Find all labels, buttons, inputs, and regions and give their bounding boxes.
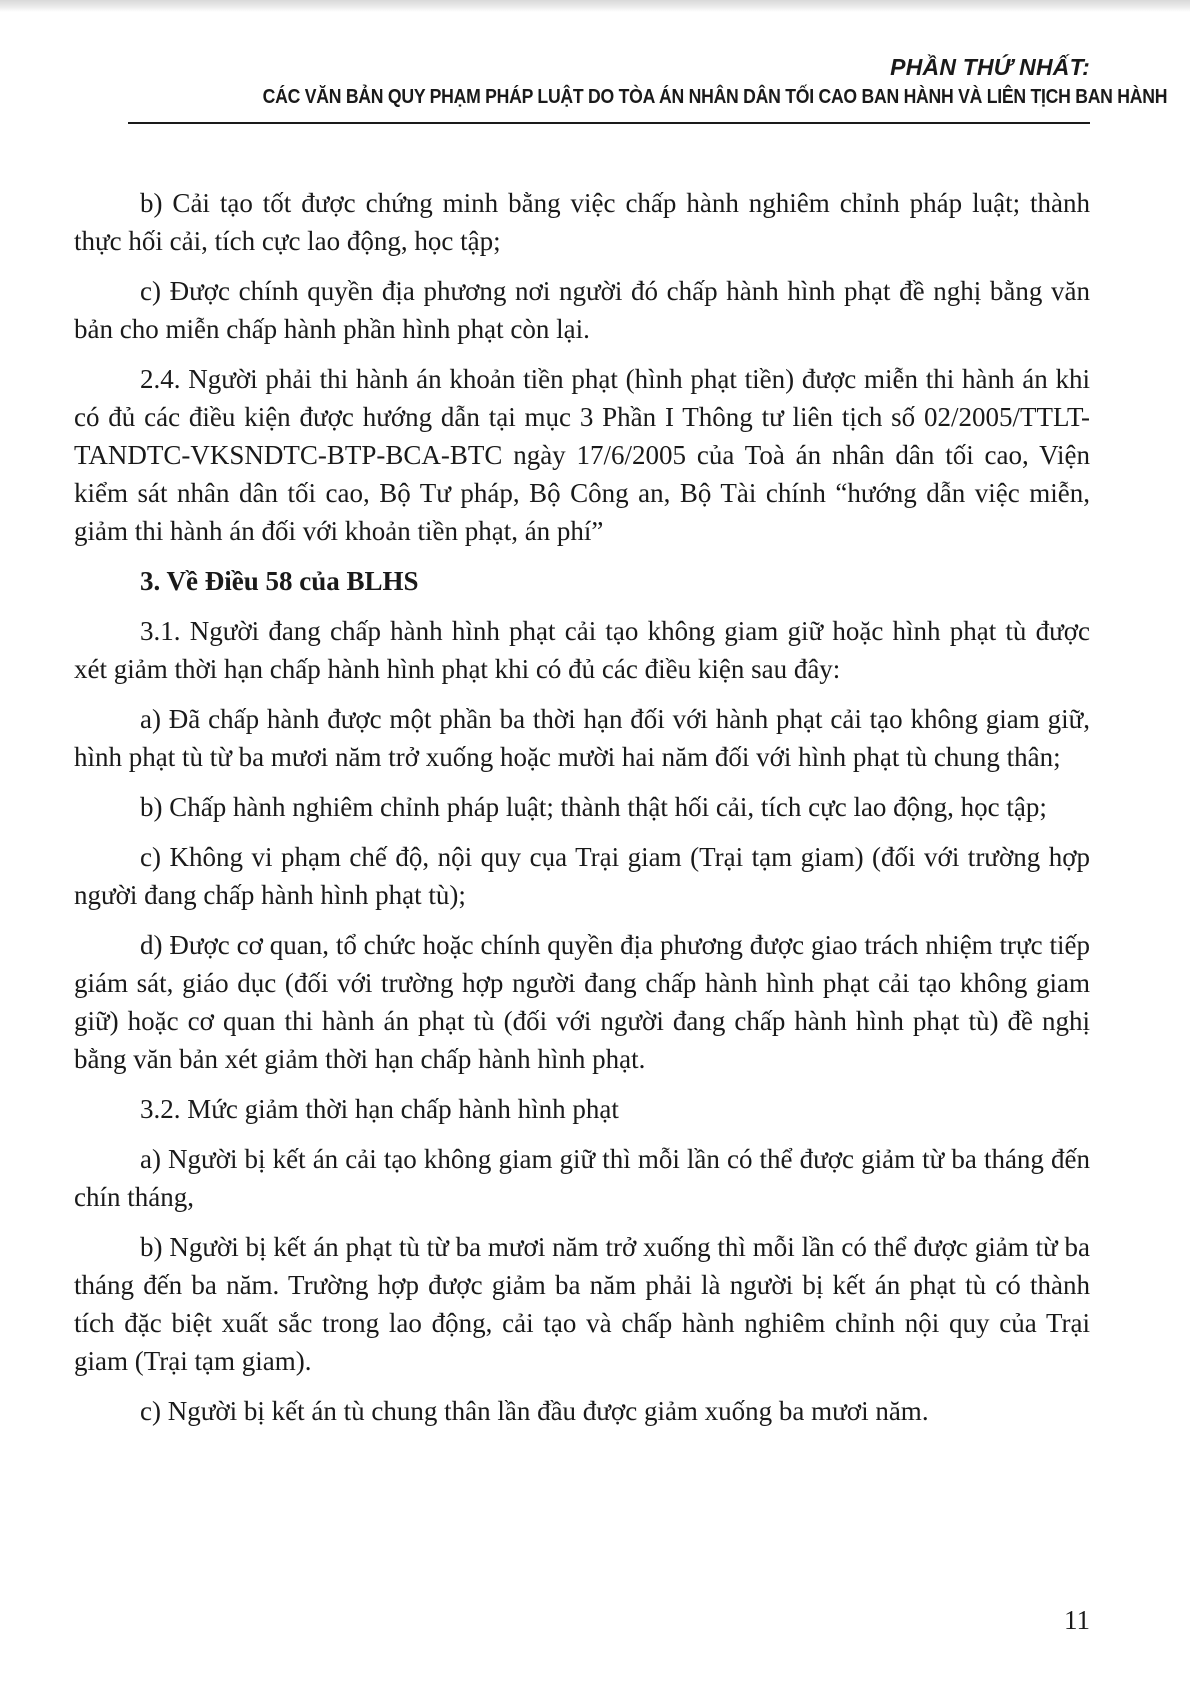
running-header [128, 52, 1168, 124]
paragraph-3-2-b: b) Người bị kết án phạt tù từ ba mươi năm trở xuống thì mỗi lần có thể được giảm từ ba tháng đến ba năm. Trường hợp được giảm ba năm phải là người bị kết án phạt tù có thành tích đặc biệt xuất sắc trong lao động, cải tạo và chấp hành nghiêm chỉnh nội quy của Trại giam (Trại tạm giam). [74, 1232, 1090, 1376]
paragraph-2-3-c: c) Được chính quyền địa phương nơi người đó chấp hành hình phạt đề nghị bằng văn bản cho miễn chấp hành phần hình phạt còn lại. [74, 276, 1090, 344]
paragraph-3-1-c: c) Không vi phạm chế độ, nội quy cụa Trại giam (Trại tạm giam) (đối với trường hợp người đang chấp hành hình phạt tù); [74, 842, 1090, 910]
paragraph-3-1-d: d) Được cơ quan, tổ chức hoặc chính quyền địa phương được giao trách nhiệm trực tiếp giám sát, giáo dục (đối với trường hợp người đang chấp hành hình phạt cải tạo không giam giữ) hoặc cơ quan thi hành án phạt tù (đối với người đang chấp hành hình phạt tù) đề nghị bằng văn bản xét giảm thời hạn chấp hành hình phạt. [74, 930, 1090, 1074]
paragraph-3-1-a: a) Đã chấp hành được một phần ba thời hạn đối với hành phạt cải tạo không giam giữ, hình phạt tù từ ba mươi năm trở xuống hoặc mười hai năm đối với hình phạt tù chung thân; [74, 704, 1090, 772]
header-part-label: PHẦN THỨ NHẤT: [890, 54, 1090, 80]
top-edge-rule [0, 0, 1190, 12]
page-number: 11 [1064, 1605, 1090, 1635]
paragraph-3-1: 3.1. Người đang chấp hành hình phạt cải tạo không giam giữ hoặc hình phạt tù được xét giảm thời hạn chấp hành hình phạt khi có đủ các điều kiện sau đây: [74, 616, 1090, 684]
header-section-title: CÁC VĂN BẢN QUY PHẠM PHÁP LUẬT DO TÒA ÁN NHÂN DÂN TỐI CAO BAN HÀNH VÀ LIÊN TỊCH BAN HÀNH [262, 85, 1168, 108]
paragraph-3-2-c: c) Người bị kết án tù chung thân lần đầu được giảm xuống ba mươi năm. [140, 1396, 929, 1426]
paragraph-3-2-a: a) Người bị kết án cải tạo không giam giữ thì mỗi lần có thể được giảm từ ba tháng đến chín tháng, [74, 1144, 1090, 1212]
paragraph-3-2: 3.2. Mức giảm thời hạn chấp hành hình phạt [140, 1094, 619, 1124]
paragraph-2-4: 2.4. Người phải thi hành án khoản tiền phạt (hình phạt tiền) được miễn thi hành án khi có đủ các điều kiện được hướng dẫn tại mục 3 Phần I Thông tư liên tịch số 02/2005/TTLT-TANDTC-VKSNDTC-BTP-BCA-BTC ngày 17/6/2005 của Toà án nhân dân tối cao, Viện kiểm sát nhân dân tối cao, Bộ Tư pháp, Bộ Công an, Bộ Tài chính “hướng dẫn việc miễn, giảm thi hành án đối với khoản tiền phạt, án phí” [74, 364, 1090, 546]
paragraph-2-3-b: b) Cải tạo tốt được chứng minh bằng việc chấp hành nghiêm chỉnh pháp luật; thành thực hối cải, tích cực lao động, học tập; [74, 188, 1090, 256]
body-text [74, 184, 1090, 1442]
section-heading-article-58: 3. Về Điều 58 của BLHS [140, 566, 419, 596]
paragraph-3-1-b: b) Chấp hành nghiêm chỉnh pháp luật; thành thật hối cải, tích cực lao động, học tập; [140, 792, 1047, 822]
header-divider [128, 122, 1090, 124]
